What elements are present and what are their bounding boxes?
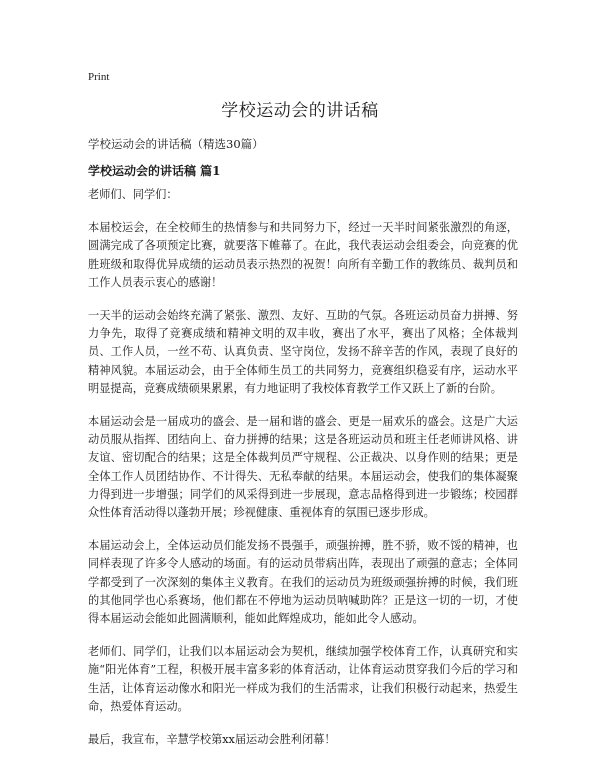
paragraph: 一天半的运动会始终充满了紧张、激烈、友好、互助的气氛。各班运动员奋力拼搏、努力争先，取得了竞赛成绩和精神文明的双丰收，赛出了水平，赛出了风格；全体裁判员、工作人员，一丝不苟、认真负责、坚守岗位，发扬不辞辛苦的作风，表现了良好的精神风貌。本届运动会，由于全体师生员工的共同努力，竞赛组织稳妥有序，运动水平明显提高，竞赛成绩硕果累累，有力地证明了我校体育教学工作又跃上了新的台阶。 [88,309,518,395]
paragraph-greeting: 老师们、同学们： [88,188,178,201]
document-subtitle: 学校运动会的讲话稿（精选30篇） [88,137,264,151]
paragraph: 老师们、同学们，让我们以本届运动会为契机，继续加强学校体育工作，认真研究和实施“阳光体育”工程，积极开展丰富多彩的体育活动，让体育运动贯穿我们今后的学习和生活，让体育运动像水和阳光一样成为我们的生活需求，让我们积极行动起来，热爱生命，热爱体育运动。 [88,645,518,713]
document-body [88,186,518,764]
paragraph: 本届运动会上，全体运动员们能发扬不畏强手，顽强拚搏，胜不骄，败不馁的精神，也同样表现了许多令人感动的场面。有的运动员带病出阵，表现出了顽强的意志；全体同学都受到了一次深刻的集体主义教育。在我们的运动员为班级顽强拚搏的时候，我们班的其他同学也心系赛场，他们都在不停地为运动员呐喊助阵？正是这一切的一切，才使得本届运动会能如此圆满顺利，能如此辉煌成功，能如此令人感动。 [88,539,518,626]
section-heading: 学校运动会的讲话稿 篇1 [88,164,221,178]
paragraph: 本届校运会，在全校师生的热情参与和共同努力下，经过一天半时间紧张激烈的角逐，圆满完成了各项预定比赛，就要落下帷幕了。在此，我代表运动会组委会，向竞赛的优胜班级和取得优异成绩的运动员表示热烈的祝贺！向所有辛勤工作的教练员、裁判员和工作人员表示衷心的感谢！ [88,221,518,289]
paragraph: 本届运动会是一届成功的盛会、是一届和谐的盛会、更是一届欢乐的盛会。这是广大运动员服从指挥、团结向上、奋力拼搏的结果；这是各班运动员和班主任老师讲风格、讲友谊、密切配合的结果；这是全体裁判员严守规程、公正裁决、以身作则的结果；更是全体工作人员团结协作、不计得失、无私奉献的结果。本届运动会，使我们的集体凝聚力得到进一步增强；同学们的风采得到进一步展现，意志品格得到进一步锻练；校园群众性体育活动得以蓬勃开展；珍视健康、重视体育的氛围已逐步形成。 [88,415,518,520]
print-label: Print [88,71,110,83]
paragraph-closing: 最后，我宣布，辛慧学校第xx届运动会胜利闭幕！ [88,733,336,747]
document-title: 学校运动会的讲话稿 [221,101,379,121]
